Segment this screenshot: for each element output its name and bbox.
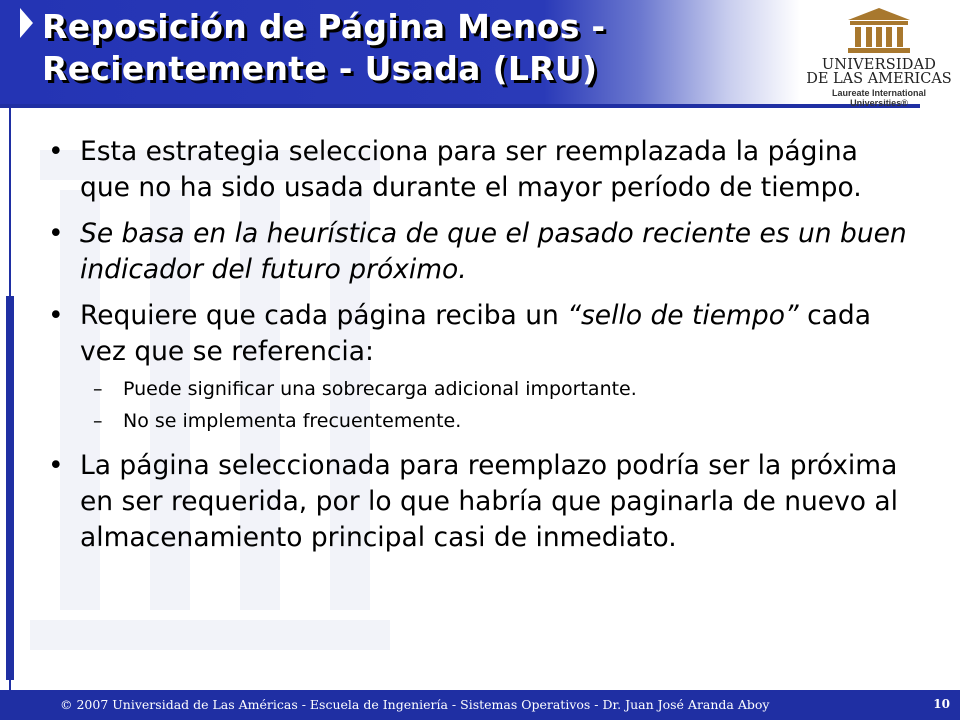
bullet-marker: •: [48, 300, 64, 331]
left-accent-bar: [6, 296, 14, 680]
bullet-marker: •: [48, 136, 64, 167]
university-logo: [806, 6, 952, 108]
bullet-text-3-before: Requiere que cada página reciba un: [80, 300, 568, 331]
title-line-1: Reposición de Página Menos -: [42, 7, 606, 46]
bullet-list: [48, 134, 908, 556]
logo-name-line-1: UNIVERSIDAD: [821, 57, 937, 73]
bullet-text-2: Se basa en la heurística de que el pasado reciente es un buen indicador del futuro próximo.: [80, 218, 907, 285]
page-number: 10: [933, 697, 950, 711]
footer: [0, 690, 960, 720]
bullet-item-1: [48, 134, 908, 206]
bullet-marker: •: [48, 450, 64, 481]
building-columns-icon: [842, 6, 916, 56]
bullet-item-3: [48, 298, 908, 370]
logo-name-line-2: DE LAS AMERICAS: [806, 71, 952, 87]
header-divider: [0, 104, 920, 108]
sub-marker: –: [93, 378, 103, 400]
bullet-text-4: La página seleccionada para reemplazo podría ser la próxima en ser requerida, por lo que habría que paginarla de nuevo al almacenamiento principal casi de inmediato.: [80, 450, 899, 553]
sub-item-text-1: Puede significar una sobrecarga adicional importante.: [123, 378, 637, 400]
bullet-item-2: [48, 216, 908, 288]
bullet-text-1: Esta estrategia selecciona para ser reemplazada la página que no ha sido usada durante el mayor período de tiempo.: [80, 136, 862, 203]
sub-marker: –: [93, 410, 103, 432]
bullet-text-3-italic: “sello de tiempo”: [567, 300, 799, 331]
title-line-2: Recientemente - Usada (LRU): [42, 49, 598, 88]
sub-item-2: [48, 408, 908, 434]
bullet-marker: •: [48, 218, 64, 249]
header: [0, 0, 960, 108]
footer-text: © 2007 Universidad de Las Américas - Escuela de Ingeniería - Sistemas Operativos - Dr. Juan José Aranda Aboy: [60, 697, 770, 712]
bullet-text-3-after: cada vez que se referencia:: [80, 300, 871, 367]
sub-item-text-2: No se implementa frecuentemente.: [123, 410, 462, 432]
triangle-marker-icon: [20, 8, 33, 38]
slide-title: [42, 6, 762, 90]
sub-item-1: [48, 376, 908, 402]
logo-tagline: Laureate International Universities®: [831, 88, 927, 108]
bullet-item-4: [48, 448, 908, 556]
